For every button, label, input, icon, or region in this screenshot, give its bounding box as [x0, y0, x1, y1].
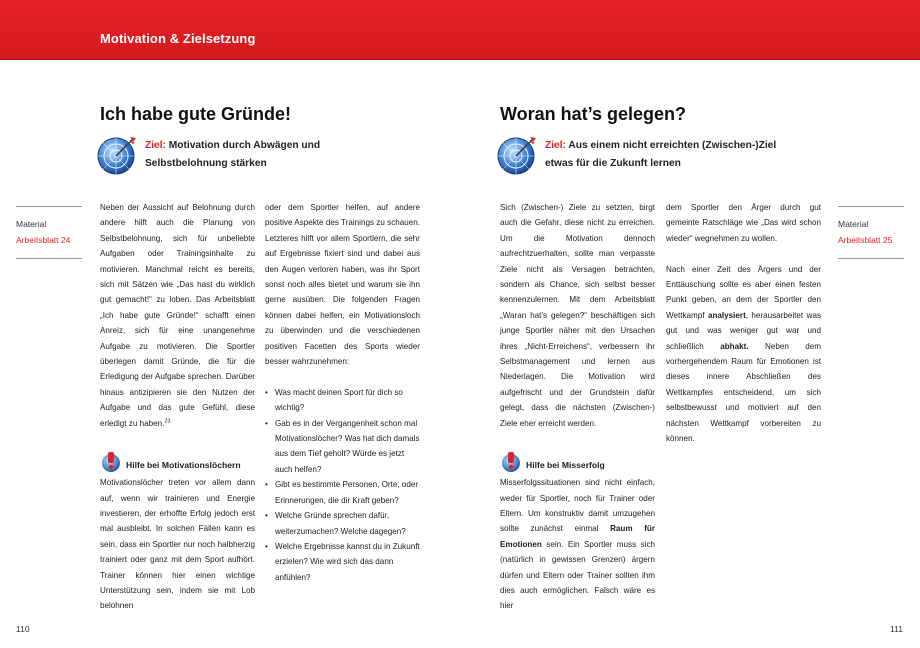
left-goal: [145, 137, 345, 172]
box-paragraph: [500, 475, 655, 614]
box-text: Misserfolgssituationen sind nicht einfach, weder für Sportler, noch für Trainer oder Eltern. Um konstruktiv damit umzugehen sollte zunächst einmal: [500, 478, 655, 534]
paragraph: oder dem Sportler helfen, auf andere positive Aspekte des Trainings zu schauen. Letzteres hilft vor allem Sportlern, die sehr auf Ergebnisse fixiert sind und dabei aus den Augen verloren haben, was ihr Sport sonst noch alles bietet und warum sie ihn gerne ausüben. Die folgenden Fragen können dabei helfen, ein Motivationsloch zu überwinden und die verschiedenen positiven Facetten des Sports wieder besser wahrzunehmen:: [265, 203, 420, 367]
left-column-2: [265, 200, 420, 585]
material-label: Material: [838, 219, 869, 229]
list-item: • Gab es in der Vergangenheit schon mal Motivationslöcher? Was hat dich damals aus dem Tief geholt? Würde es jetzt auch helfen?: [265, 416, 420, 478]
paragraph-text: Nach einer Zeit des Ärgers und der Enttäuschung sollte es aber einen festen Punkt geben, an dem der Sportler den Wettkampf: [666, 264, 821, 320]
paragraph: [100, 200, 255, 431]
box-title: Hilfe bei Motivationslöchern: [126, 460, 241, 471]
box-text: sein. Ein Sportler muss sich (natürlich in gewissen Grenzen) ärgern dürfen und Eltern oder Trainer sollten ihm dies auch ermöglichen. Falsch wäre es hier: [500, 539, 655, 611]
paragraph: dem Sportler den Ärger durch gut gemeinte Ratschläge wie „Das wird schon wieder“ wegnehmen zu wollen.: [666, 203, 821, 243]
exclamation-icon: [500, 451, 522, 473]
section-title: Motivation & Zielsetzung: [100, 31, 256, 46]
question-list: [265, 385, 420, 585]
paragraph: [666, 262, 821, 447]
right-material-note: [838, 216, 892, 248]
worksheet-reference: Arbeitsblatt 24: [16, 235, 71, 245]
info-box-header: [100, 449, 255, 475]
box-title: Hilfe bei Misserfolg: [526, 460, 605, 471]
paragraph-text: Neben der Aussicht auf Belohnung durch andere hilft auch die Planung von Selbstbelohnung, sich für unbeliebte Aufgaben oder Trainingsinhalte zu motivieren. Manchmal reicht es bereits, sich mit Sätzen wie „Das hast du wirklich gut gemacht!“ zu loben. Das Arbeitsblatt „Ich habe gute Gründe!“ schafft einen Anreiz, sich für eine unangenehme Aufgabe zu motivieren. Die Sportler überlegen damit Gründe, die für die Erledigung der Aufgabe sprechen. Darüber hinaus antizipieren sie den Nutzen der Aufgabe und das gute Gefühl, diese erledigt zu haben.: [100, 203, 255, 428]
header-band: [0, 0, 920, 60]
margin-rule-top: [16, 206, 82, 207]
right-column-2: [666, 200, 821, 446]
list-item: • Welche Gründe sprechen dafür, weiterzumachen? Welche dagegen?: [265, 508, 420, 539]
goal-line-2: Selbstbelohnung stärken: [145, 157, 267, 169]
left-column-1: [100, 200, 255, 614]
left-page-title: Ich habe gute Gründe!: [100, 104, 292, 124]
paragraph-text: , herausarbeitet was gut und was weniger gut war und schließlich: [666, 310, 821, 351]
footnote-marker: 23: [164, 418, 171, 424]
box-paragraph: Motivationslöcher treten vor allem dann auf, wenn wir trainieren und Energie investieren, der erhoffte Erfolg jedoch erst mal ausbleibt. In solchen Fällen kann es sein, dass ein Sportler nur noch halbherzig trainiert oder ganz mit dem Sport aufhört. Trainer können hier einen wichtige Unterstützung sein, indem sie mit Lob belohnen: [100, 478, 255, 611]
margin-rule-bottom: [16, 258, 82, 259]
material-label: Material: [16, 219, 47, 229]
dartboard-icon: [96, 134, 138, 176]
emphasis-abhakt: abhakt.: [720, 341, 749, 351]
page-number-right: 111: [890, 624, 903, 634]
goal-line-2: etwas für die Zukunft lernen: [545, 157, 681, 169]
goal-line-1: Aus einem nicht erreichten (Zwischen-)Ziel: [568, 140, 777, 151]
exclamation-icon: [100, 451, 122, 473]
worksheet-reference: Arbeitsblatt 25: [838, 235, 893, 245]
list-item: • Gibt es bestimmte Personen, Orte, oder Erinnerungen, die dir Kraft geben?: [265, 477, 420, 508]
left-material-note: [16, 216, 70, 248]
right-page-title: Woran hat’s gelegen?: [500, 104, 687, 124]
margin-rule-bottom: [838, 258, 904, 259]
info-box-header: [500, 449, 655, 475]
goal-prefix: Ziel:: [145, 140, 166, 151]
right-column-1: [500, 200, 655, 614]
box-text-emphasis: Raum für Emotionen: [500, 524, 655, 549]
page-number-left: 110: [16, 624, 30, 634]
margin-rule-top: [838, 206, 904, 207]
goal-prefix: Ziel:: [545, 140, 566, 151]
dartboard-icon: [496, 134, 538, 176]
emphasis-analysiert: analysiert: [707, 310, 746, 320]
right-goal: [545, 137, 785, 172]
list-item: • Was macht deinen Sport für dich so wichtig?: [265, 385, 420, 416]
goal-line-1: Motivation durch Abwägen und: [168, 140, 321, 151]
paragraph: Sich (Zwischen-) Ziele zu setzten, birgt auch die Gefahr, diese nicht zu erreichen. Um die Motivation dennoch aufrechtzuerhalten, sollte man verpasste Ziele nicht als Versagen betrachten, sondern als Chance, sich selbst besser kennenzulernen. Mit dem Arbeitsblatt „Waran hat’s gelegen?“ beschäftigen sich junge Sportler näher mit den Ursachen ihres „Nicht-Erreichens“, verbessern ihr Selbstmanagement und lernen aus Niederlagen. Die Motivation wird aufgefrischt und der Grundstein dafür gelegt, dass die nächsten (Zwischen-) Ziele eher erreicht werden.: [500, 203, 655, 428]
paragraph-text: Neben dem vorhergehendem Raum für Emotionen ist dieses innere Abschließen des Wettkampfes entscheidend, um sich selbstbewusst und motiviert auf den nächsten Wettkampf vorbereiten zu können.: [666, 341, 821, 444]
list-item: • Welche Ergebnisse kannst du in Zukunft erzielen? Wie wird sich das dann anfühlen?: [265, 539, 420, 585]
